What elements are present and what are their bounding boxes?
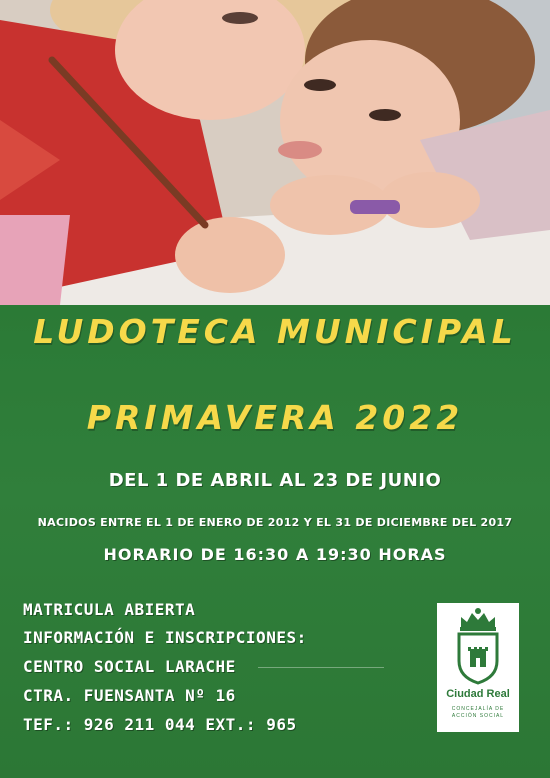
venue-text: CENTRO SOCIAL LARACHE [23,657,236,676]
phone-text: TEF.: 926 211 044 EXT.: 965 [23,715,297,734]
children-drawing-photo [0,0,550,305]
logo-department: CONCEJALÍA DE ACCIÓN SOCIAL [451,706,505,719]
poster-title: LUDOTECA MUNICIPAL [33,312,517,351]
photo-illustration [0,0,550,305]
ciudad-real-logo [437,603,519,732]
age-range-text: NACIDOS ENTRE EL 1 DE ENERO DE 2012 Y EL 31 DE DICIEMBRE DEL 2017 [37,516,513,529]
logo-city-name: Ciudad Real [446,688,510,700]
crowned-castle-shield-icon [437,603,519,688]
contact-heading: INFORMACIÓN E INSCRIPCIONES: [23,628,307,647]
address-text: CTRA. FUENSANTA Nº 16 [23,686,236,705]
dates-text: DEL 1 DE ABRIL AL 23 DE JUNIO [108,470,442,491]
poster-subtitle: PRIMAVERA 2022 [86,398,464,437]
enrollment-text: MATRICULA ABIERTA [23,600,196,619]
divider [258,667,384,668]
schedule-text: HORARIO DE 16:30 A 19:30 HORAS [103,545,447,564]
